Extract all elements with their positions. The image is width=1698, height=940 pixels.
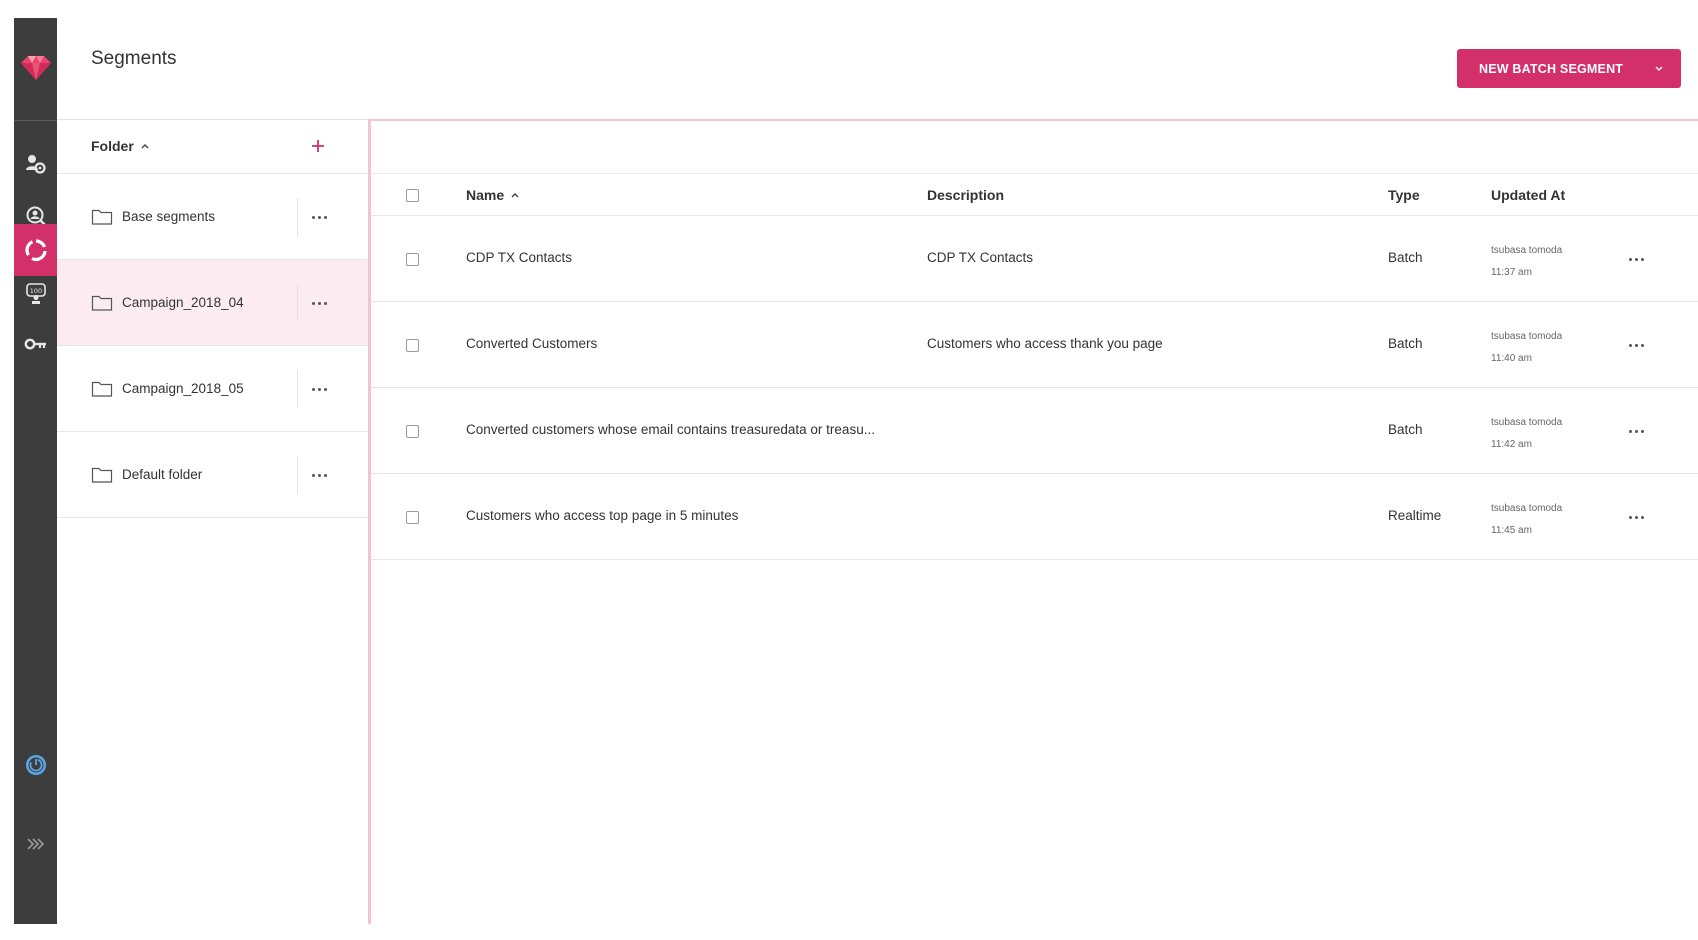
updated-at-cell	[1491, 412, 1562, 456]
updated-by: tsubasa tomoda	[1491, 331, 1563, 342]
table-header	[371, 173, 1698, 216]
folder-name: Campaign_2018_05	[122, 381, 244, 396]
updated-time: 11:40 am	[1491, 353, 1532, 364]
table-row[interactable]	[371, 474, 1698, 560]
folder-icon	[91, 380, 113, 398]
column-type-label: Type	[1388, 187, 1420, 203]
chevron-down-icon[interactable]	[1637, 49, 1681, 88]
key-icon	[24, 336, 48, 352]
updated-by: tsubasa tomoda	[1491, 503, 1563, 514]
select-all-checkbox[interactable]	[406, 189, 419, 202]
folder-sort-toggle[interactable]	[91, 138, 150, 154]
content-top-border	[368, 119, 1698, 121]
treasure-logo-icon[interactable]	[14, 48, 57, 88]
row-more-button[interactable]	[1621, 332, 1651, 358]
updated-by: tsubasa tomoda	[1491, 417, 1563, 428]
folder-row[interactable]	[57, 432, 368, 518]
folder-icon	[91, 294, 113, 312]
table-row[interactable]	[371, 302, 1698, 388]
power-icon	[24, 753, 48, 777]
segment-name[interactable]: Customers who access top page in 5 minutes	[466, 508, 739, 523]
new-batch-segment-label: NEW BATCH SEGMENT	[1479, 61, 1624, 76]
segment-type: Batch	[1388, 336, 1423, 351]
more-icon	[312, 474, 327, 477]
column-updated-at-label: Updated At	[1491, 187, 1566, 203]
more-icon	[1629, 258, 1644, 261]
folder-row-divider	[297, 370, 298, 408]
more-icon	[1629, 516, 1644, 519]
chevron-up-icon	[510, 192, 520, 199]
nav-predictive[interactable]	[14, 268, 57, 320]
updated-time: 11:37 am	[1491, 267, 1532, 278]
column-header-name[interactable]	[466, 187, 520, 203]
folder-header-label: Folder	[91, 138, 134, 154]
row-more-button[interactable]	[1621, 246, 1651, 272]
row-checkbox[interactable]	[406, 425, 419, 438]
row-more-button[interactable]	[1621, 504, 1651, 530]
row-more-button[interactable]	[1621, 418, 1651, 444]
folder-row[interactable]	[57, 346, 368, 432]
folder-more-button[interactable]	[304, 290, 334, 316]
table-row[interactable]	[371, 216, 1698, 302]
folder-name: Default folder	[122, 467, 203, 482]
folder-name: Base segments	[122, 209, 216, 224]
table-row[interactable]	[371, 388, 1698, 474]
row-checkbox[interactable]	[406, 253, 419, 266]
updated-by: tsubasa tomoda	[1491, 245, 1563, 256]
chevron-up-icon	[140, 143, 150, 150]
user-settings-icon	[25, 153, 47, 175]
segment-type: Batch	[1388, 422, 1423, 437]
segment-name[interactable]: Converted Customers	[466, 336, 598, 351]
expand-rail-button[interactable]	[14, 824, 57, 864]
folder-more-button[interactable]	[304, 462, 334, 488]
plus-icon	[310, 138, 326, 154]
folder-icon	[91, 208, 113, 226]
segment-name[interactable]: Converted customers whose email contains treasuredata or treasu...	[466, 422, 875, 437]
segments-icon	[24, 238, 48, 262]
segment-type: Batch	[1388, 250, 1423, 265]
updated-time: 11:42 am	[1491, 439, 1532, 450]
folder-row-divider	[297, 284, 298, 322]
nav-user-settings[interactable]	[14, 138, 57, 190]
rail-divider	[14, 120, 57, 121]
updated-at-cell	[1491, 498, 1562, 542]
folder-panel	[57, 120, 368, 924]
segment-description: Customers who access thank you page	[927, 336, 1163, 351]
left-nav-rail	[14, 18, 57, 924]
expand-icon	[26, 837, 46, 851]
folder-more-button[interactable]	[304, 376, 334, 402]
power-button[interactable]	[14, 745, 57, 785]
more-icon	[1629, 430, 1644, 433]
new-batch-segment-button[interactable]	[1457, 49, 1681, 88]
folder-row[interactable]	[57, 174, 368, 260]
column-name-label: Name	[466, 187, 505, 203]
row-checkbox[interactable]	[406, 339, 419, 352]
nav-keys[interactable]	[14, 318, 57, 370]
folder-row-divider	[297, 456, 298, 494]
column-header-type	[1388, 187, 1420, 203]
updated-at-cell	[1491, 326, 1562, 370]
folder-row[interactable]	[57, 260, 368, 346]
folder-icon	[91, 466, 113, 484]
trophy-100-icon	[24, 282, 48, 306]
more-icon	[312, 302, 327, 305]
page-title: Segments	[91, 48, 177, 69]
column-description-label: Description	[927, 187, 1005, 203]
folder-more-button[interactable]	[304, 204, 334, 230]
svg-text:100: 100	[29, 287, 42, 295]
column-header-updated-at	[1491, 187, 1565, 203]
more-icon	[312, 388, 327, 391]
more-icon	[1629, 344, 1644, 347]
add-folder-button[interactable]	[306, 134, 330, 158]
row-checkbox[interactable]	[406, 511, 419, 524]
updated-at-cell	[1491, 240, 1562, 284]
folder-panel-header	[57, 120, 368, 174]
folder-row-divider	[297, 198, 298, 236]
segment-type: Realtime	[1388, 508, 1442, 523]
segment-description: CDP TX Contacts	[927, 250, 1034, 265]
more-icon	[312, 216, 327, 219]
column-header-description	[927, 187, 1004, 203]
segment-name[interactable]: CDP TX Contacts	[466, 250, 573, 265]
updated-time: 11:45 am	[1491, 525, 1532, 536]
folder-name: Campaign_2018_04	[122, 295, 244, 310]
